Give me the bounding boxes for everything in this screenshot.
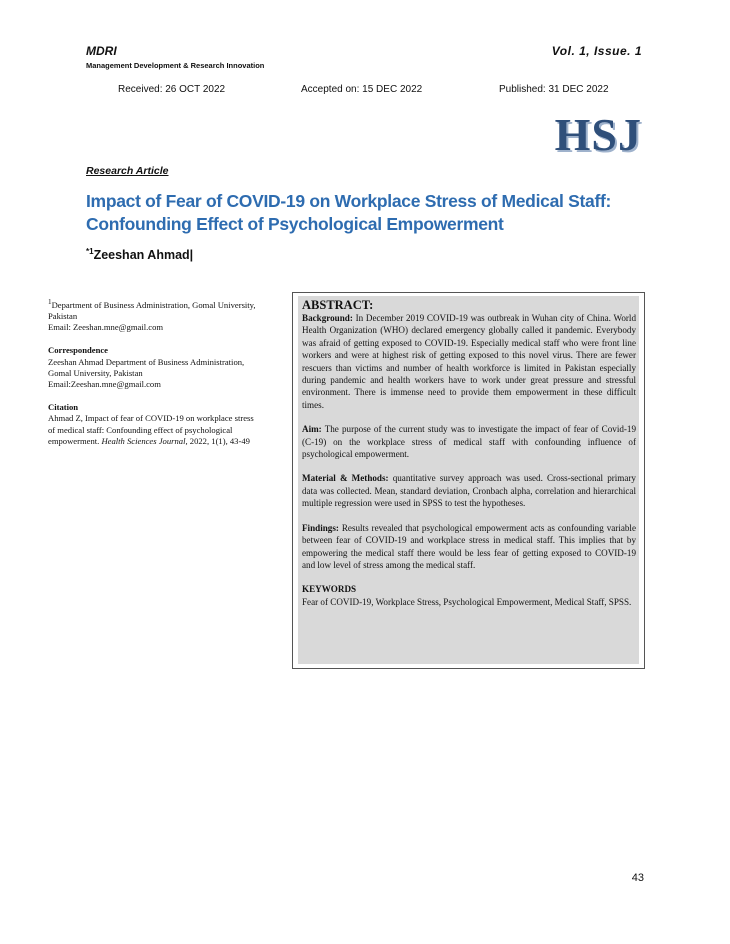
aim-text: The purpose of the current study was to investigate the impact of fear of Covid-19 (C-19) on the workplace stress of medical staff with confounding influence of psychological empowerment. xyxy=(302,424,637,460)
methods-text: quantitative survey approach was used. Cross-sectional primary data was collected. Mean, standard deviation, Cronbach alpha, correlation and hierarchical multiple regression were used in SPSS to test the hypotheses. xyxy=(302,473,636,509)
findings-label: Findings: xyxy=(302,522,339,533)
abstract-aim-section xyxy=(302,423,636,460)
background-text: In December 2019 COVID-19 was outbreak in Wuhan city of China. World Health Organization (WHO) declared emergency globally called it pandemic. Everybody was afraid of getting exposed to COVID-19. Especially medical staff who were front line workers and were at highest risk of getting exposed to this novel virus. There are fewer rescuers than victims and number of health workforce is limited in Pakistan especially during pandemic and health workers have to work under great pressure and stressful environment. There is immense need to provide them empowerment in these difficult times. xyxy=(302,313,636,410)
citation xyxy=(48,413,258,447)
author-superscript: *1 xyxy=(86,247,94,256)
abstract-methods-section xyxy=(302,472,636,509)
author-name: Zeeshan Ahmad| xyxy=(93,248,194,263)
keywords-label: KEYWORDS xyxy=(302,584,357,595)
citation-journal: Health Sciences Journal, xyxy=(101,435,188,446)
affiliation-text: Department of Business Administration, Gomal University, Pakistan xyxy=(48,299,256,322)
accepted-date: Accepted on: 15 DEC 2022 xyxy=(301,84,423,95)
published-date: Published: 31 DEC 2022 xyxy=(499,84,609,95)
correspondence-email: Email:Zeeshan.mne@gmail.com xyxy=(48,379,161,390)
journal-logo: HSJ xyxy=(554,109,642,160)
side-info xyxy=(48,297,258,447)
affiliation-email: Email: Zeeshan.mne@gmail.com xyxy=(48,322,164,333)
keywords-text: Fear of COVID-19, Workplace Stress, Psychological Empowerment, Medical Staff, SPSS. xyxy=(302,596,632,607)
affiliation xyxy=(48,297,258,322)
journal-name: MDRI xyxy=(86,44,117,58)
abstract-findings-section xyxy=(302,522,636,572)
citation-label: Citation xyxy=(48,402,79,413)
journal-subtitle: Management Development & Research Innovation xyxy=(86,61,265,70)
abstract-heading: ABSTRACT: xyxy=(302,298,374,312)
article-title: Impact of Fear of COVID-19 on Workplace Stress of Medical Staff: Confounding Effect of Psychological Empowerment xyxy=(86,191,612,234)
abstract-background-section xyxy=(302,312,636,411)
methods-label: Material & Methods: xyxy=(302,473,389,484)
article-type: Research Article xyxy=(86,165,169,177)
background-label: Background: xyxy=(302,313,353,323)
affiliation-superscript: 1 xyxy=(48,298,52,306)
author-line xyxy=(86,247,193,262)
correspondence-label: Correspondence xyxy=(48,345,108,356)
citation-tail: 2022, 1(1), 43-49 xyxy=(189,435,250,446)
abstract xyxy=(302,298,636,608)
received-date: Received: 26 OCT 2022 xyxy=(118,84,226,95)
correspondence-name: Zeeshan Ahmad Department of Business Administration, Gomal University, Pakistan xyxy=(48,356,245,378)
page-number: 43 xyxy=(631,872,644,884)
volume-issue: Vol. 1, Issue. 1 xyxy=(551,44,642,58)
citation-text: Ahmad Z, Impact of fear of COVID-19 on workplace stress of medical staff: Confounding effect of psychological empowerment. xyxy=(48,413,254,446)
findings-text: Results revealed that psychological empowerment acts as confounding variable between fear of COVID-19 and workplace stress in medical staff. This implies that by empowering the medical staff there would be less fear of getting exposed to COVID-19 and low level of stress among the medical staff. xyxy=(302,522,636,570)
aim-label: Aim: xyxy=(302,424,322,435)
